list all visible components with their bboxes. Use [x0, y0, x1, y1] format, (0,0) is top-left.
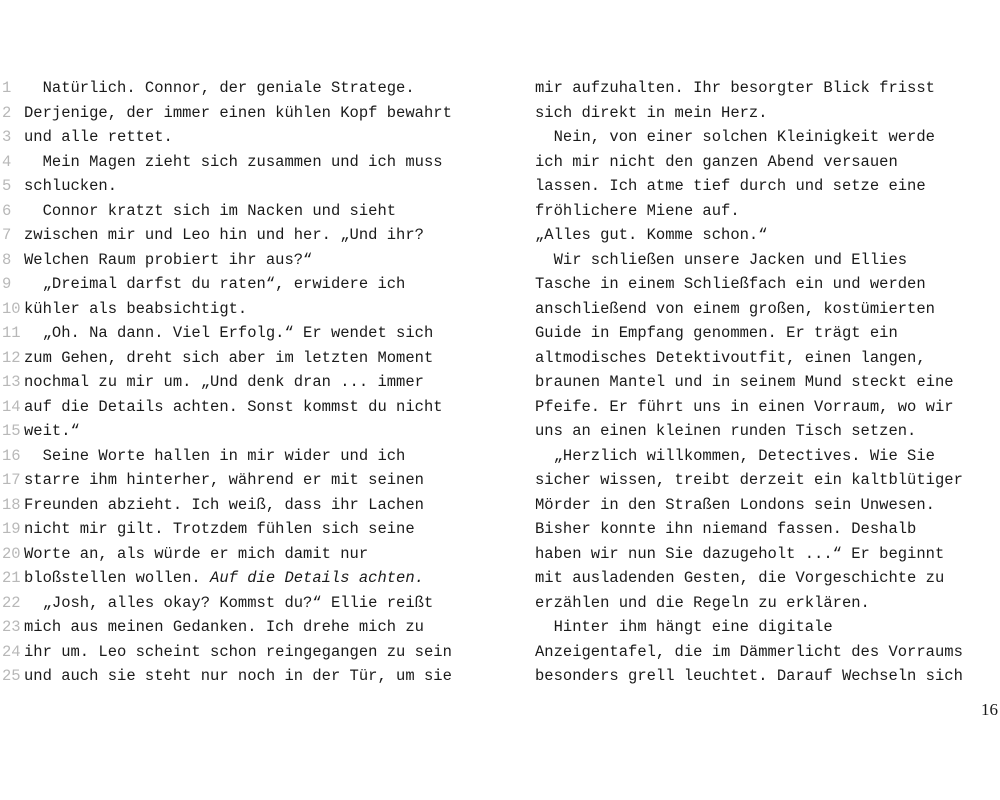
page-number: 16 — [981, 700, 998, 719]
line-text: uns an einen kleinen runden Tisch setzen. — [535, 422, 917, 440]
line-number: 22 — [2, 593, 21, 612]
text-line — [535, 76, 1000, 101]
line-text-main: Worte an, als würde er mich damit nur — [24, 544, 369, 563]
line-text-main: Mein Magen zieht sich zusammen und ich muss — [24, 152, 443, 171]
line-text-main: Derjenige, der immer einen kühlen Kopf bewahrt — [24, 103, 452, 122]
line-text — [24, 150, 443, 175]
text-line — [535, 223, 1000, 248]
text-line — [535, 468, 1000, 493]
text-line — [0, 419, 500, 444]
line-text-main: Seine Worte hallen in mir wider und ich — [24, 446, 406, 465]
text-line — [535, 125, 1000, 150]
line-text — [24, 468, 424, 493]
text-line — [535, 321, 1000, 346]
line-text-main: „Josh, alles okay? Kommst du?“ Ellie reißt — [24, 593, 434, 612]
line-text — [24, 640, 452, 665]
line-text — [24, 199, 396, 224]
text-line — [0, 615, 500, 640]
line-text-main: auf die Details achten. Sonst kommst du nicht — [24, 397, 443, 416]
line-text — [24, 664, 452, 689]
text-line — [535, 566, 1000, 591]
line-text: ich mir nicht den ganzen Abend versauen — [535, 152, 898, 171]
text-line — [535, 370, 1000, 395]
text-line — [535, 419, 1000, 444]
line-text — [24, 370, 424, 395]
text-line — [0, 493, 500, 518]
line-number: 23 — [2, 618, 21, 636]
text-line — [535, 199, 1000, 224]
left-column — [0, 76, 500, 689]
line-text-main: „Dreimal darfst du raten“, erwidere ich — [24, 275, 406, 293]
text-line — [0, 248, 500, 273]
line-text — [24, 566, 424, 591]
text-line — [535, 248, 1000, 273]
line-text-main: und alle rettet. — [24, 128, 173, 146]
text-line — [0, 542, 500, 567]
line-text-main: ihr um. Leo scheint schon reingegangen zu sein — [24, 642, 452, 661]
line-text: altmodisches Detektivoutfit, einen langen, — [535, 348, 926, 367]
line-text — [24, 493, 424, 518]
line-text-main: Freunden abzieht. Ich weiß, dass ihr Lachen — [24, 495, 424, 514]
line-text: Nein, von einer solchen Kleinigkeit werde — [535, 128, 935, 146]
text-line — [535, 101, 1000, 126]
line-text — [24, 615, 424, 640]
text-line — [0, 395, 500, 420]
text-line — [0, 101, 500, 126]
line-text: „Herzlich willkommen, Detectives. Wie Sie — [535, 446, 935, 465]
line-text: „Alles gut. Komme schon.“ — [535, 226, 768, 244]
line-text: sicher wissen, treibt derzeit ein kaltblütiger — [535, 471, 963, 489]
text-line — [535, 444, 1000, 469]
line-number: 9 — [2, 275, 12, 293]
text-line — [535, 395, 1000, 420]
text-line — [0, 591, 500, 616]
line-number: 10 — [2, 299, 21, 318]
text-line — [0, 297, 500, 322]
line-text-main: Natürlich. Connor, der geniale Stratege. — [24, 79, 415, 97]
text-line — [0, 444, 500, 469]
line-number: 16 — [2, 446, 21, 465]
line-text-main: mich aus meinen Gedanken. Ich drehe mich zu — [24, 618, 424, 636]
line-number: 14 — [2, 397, 21, 416]
text-line — [0, 517, 500, 542]
line-text — [24, 419, 80, 444]
text-line — [535, 640, 1000, 665]
line-number: 7 — [2, 226, 12, 244]
line-text-main: Welchen Raum probiert ihr aus?“ — [24, 250, 313, 269]
line-text — [24, 346, 433, 371]
line-text — [24, 591, 433, 616]
line-text — [24, 517, 415, 542]
line-text: mit ausladenden Gesten, die Vorgeschichte zu — [535, 569, 945, 587]
line-text: Hinter ihm hängt eine digitale — [535, 618, 833, 636]
text-line — [0, 468, 500, 493]
line-text: fröhlichere Miene auf. — [535, 201, 740, 220]
text-line — [0, 272, 500, 297]
line-text — [24, 101, 452, 126]
line-number: 24 — [2, 642, 21, 661]
text-line — [0, 125, 500, 150]
line-number: 6 — [2, 201, 12, 220]
line-text — [24, 321, 433, 346]
text-line — [0, 150, 500, 175]
text-line — [0, 174, 500, 199]
text-line — [535, 297, 1000, 322]
line-text: sich direkt in mein Herz. — [535, 103, 768, 122]
text-line — [535, 615, 1000, 640]
line-text: Mörder in den Straßen Londons sein Unwesen. — [535, 495, 935, 514]
text-line — [0, 640, 500, 665]
line-text: besonders grell leuchtet. Darauf Wechseln sich — [535, 667, 963, 685]
text-line — [0, 566, 500, 591]
line-text-main: schlucken. — [24, 177, 118, 195]
line-number: 13 — [2, 373, 21, 391]
right-column — [535, 76, 1000, 689]
line-text: Wir schließen unsere Jacken und Ellies — [535, 250, 908, 269]
text-line — [535, 591, 1000, 616]
line-text — [24, 248, 312, 273]
line-number: 25 — [2, 667, 21, 685]
text-line — [535, 150, 1000, 175]
line-text — [24, 444, 405, 469]
line-text: mir aufzuhalten. Ihr besorgter Blick frisst — [535, 79, 935, 97]
line-text-main: und auch sie steht nur noch in der Tür, um sie — [24, 667, 452, 685]
text-line — [535, 493, 1000, 518]
line-number: 15 — [2, 422, 21, 440]
text-line — [535, 664, 1000, 689]
line-text: haben wir nun Sie dazugeholt ...“ Er beginnt — [535, 544, 945, 563]
line-text: Guide in Empfang genommen. Er trägt ein — [535, 324, 898, 342]
text-line — [535, 174, 1000, 199]
line-number: 2 — [2, 103, 12, 122]
line-text-main: zwischen mir und Leo hin und her. „Und ihr? — [24, 226, 424, 244]
line-text-main: „Oh. Na dann. Viel Erfolg.“ Er wendet sich — [24, 324, 434, 342]
text-line — [0, 346, 500, 371]
line-text — [24, 297, 247, 322]
text-line — [535, 517, 1000, 542]
line-text-main: bloßstellen wollen. — [24, 569, 211, 587]
line-text — [24, 272, 405, 297]
line-number: 19 — [2, 520, 21, 538]
line-text: lassen. Ich atme tief durch und setze eine — [535, 177, 926, 195]
line-text — [24, 125, 173, 150]
line-text: erzählen und die Regeln zu erklären. — [535, 593, 870, 612]
line-number: 20 — [2, 544, 21, 563]
line-number: 18 — [2, 495, 21, 514]
text-line — [0, 370, 500, 395]
line-text: anschließend von einem großen, kostümierten — [535, 299, 935, 318]
line-text — [24, 395, 443, 420]
text-line — [0, 321, 500, 346]
line-text-main: Connor kratzt sich im Nacken und sieht — [24, 201, 397, 220]
text-line — [0, 199, 500, 224]
line-number: 5 — [2, 177, 12, 195]
line-text — [24, 223, 424, 248]
text-line — [0, 664, 500, 689]
line-text: Bisher konnte ihn niemand fassen. Deshalb — [535, 520, 917, 538]
text-line — [0, 223, 500, 248]
line-text-main: zum Gehen, dreht sich aber im letzten Moment — [24, 348, 434, 367]
line-text: Pfeife. Er führt uns in einen Vorraum, wo wir — [535, 397, 954, 416]
line-number: 11 — [2, 324, 21, 342]
line-number: 21 — [2, 569, 21, 587]
line-text-main: nochmal zu mir um. „Und denk dran ... immer — [24, 373, 424, 391]
line-text-main: kühler als beabsichtigt. — [24, 299, 248, 318]
line-number: 3 — [2, 128, 12, 146]
line-text: Anzeigentafel, die im Dämmerlicht des Vorraums — [535, 642, 963, 661]
line-text-main: nicht mir gilt. Trotzdem fühlen sich seine — [24, 520, 415, 538]
text-line — [535, 272, 1000, 297]
line-number: 4 — [2, 152, 12, 171]
line-text-main: starre ihm hinterher, während er mit seinen — [24, 471, 424, 489]
line-number: 1 — [2, 79, 12, 97]
line-text-italic: Auf die Details achten. — [210, 569, 424, 587]
line-text — [24, 174, 117, 199]
line-number: 17 — [2, 471, 21, 489]
text-line — [0, 76, 500, 101]
line-text-main: weit.“ — [24, 422, 80, 440]
line-text — [24, 76, 415, 101]
text-line — [535, 346, 1000, 371]
line-text: Tasche in einem Schließfach ein und werden — [535, 275, 926, 293]
line-text — [24, 542, 368, 567]
line-number: 12 — [2, 348, 21, 367]
line-number: 8 — [2, 250, 12, 269]
line-text: braunen Mantel und in seinem Mund steckt eine — [535, 373, 954, 391]
text-line — [535, 542, 1000, 567]
